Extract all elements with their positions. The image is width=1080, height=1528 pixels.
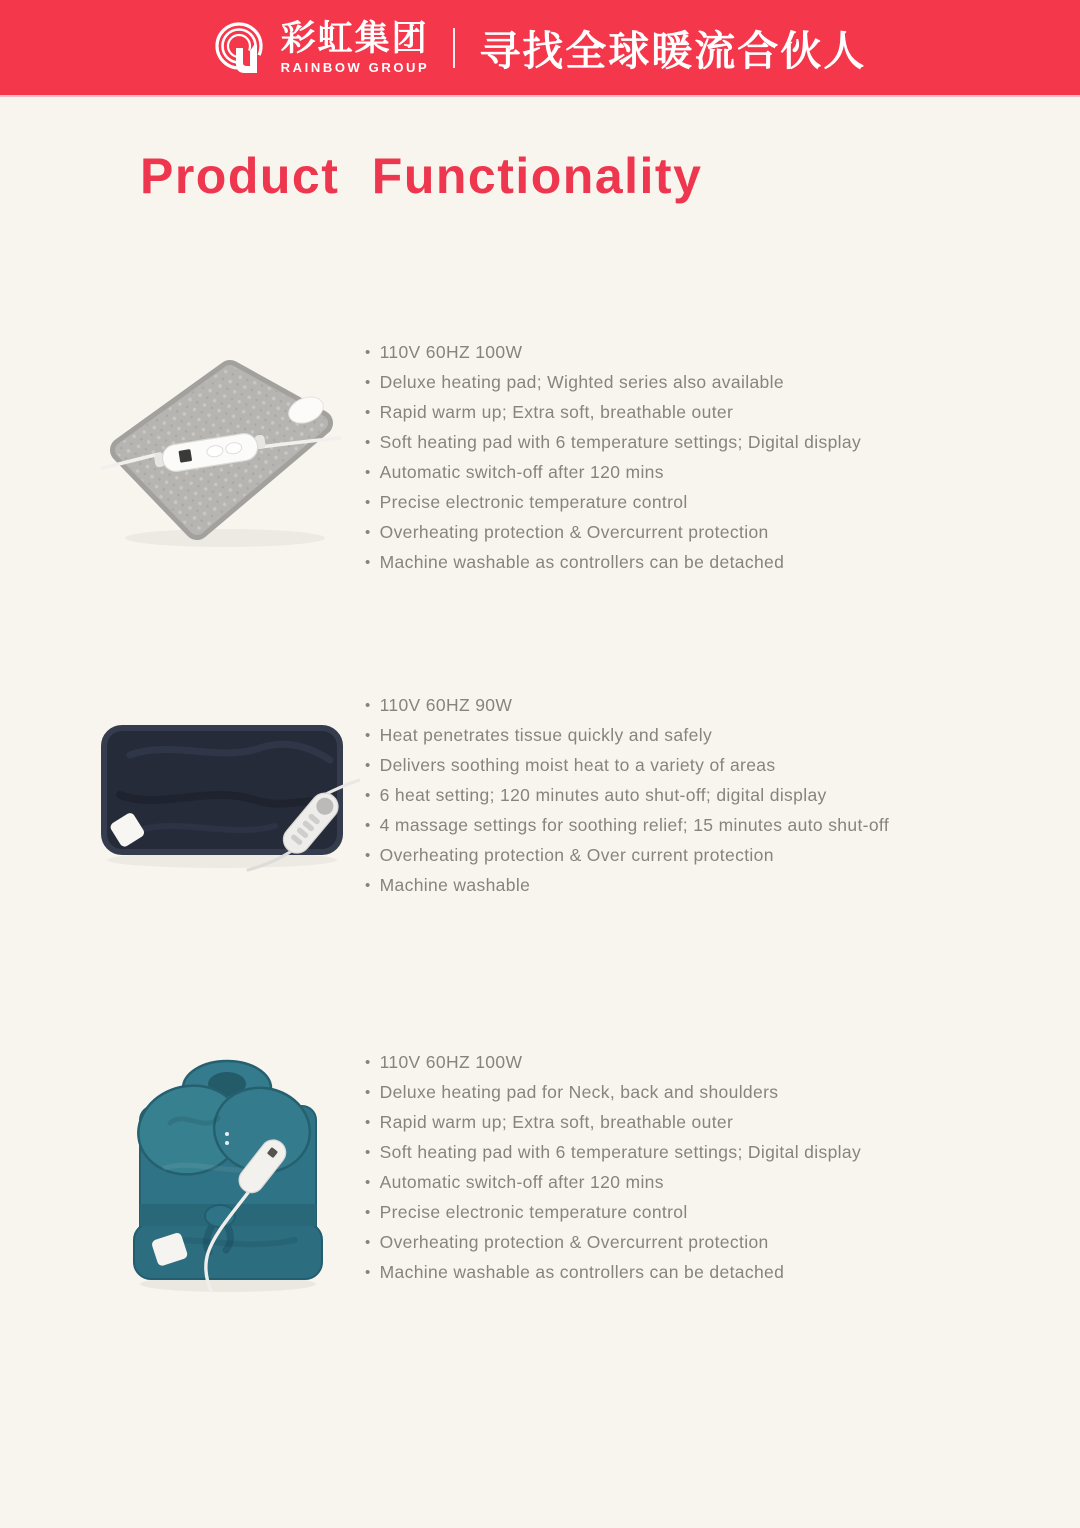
brand-name-chinese: 彩虹集团 (280, 18, 429, 58)
brand-lockup (214, 18, 430, 75)
product-3-photo-teal-shoulder-wrap (110, 1038, 350, 1293)
feature-item: • Machine washable (365, 871, 889, 901)
feature-item: • Precise electronic temperature control (365, 1198, 861, 1228)
brand-name-english: RAINBOW GROUP (280, 59, 430, 75)
product-2-photo-navy-heating-pad (90, 700, 360, 885)
feature-item: • Heat penetrates tissue quickly and safely (365, 721, 889, 751)
page-title: Product Functionality (140, 148, 703, 204)
header-slogan: 寻找全球暖流合伙人 (479, 28, 867, 74)
feature-item: • Soft heating pad with 6 temperature settings; Digital display (365, 1138, 861, 1168)
feature-item: • 110V 60HZ 100W (365, 1048, 861, 1078)
feature-item: • Automatic switch-off after 120 mins (365, 458, 861, 488)
product-3-feature-list (365, 1048, 861, 1288)
product-1-feature-list (365, 338, 861, 578)
gray-heating-pad-illustration (100, 340, 355, 565)
feature-item: • 110V 60HZ 90W (365, 691, 889, 721)
header-banner (0, 0, 1080, 97)
feature-item: • Rapid warm up; Extra soft, breathable outer (365, 398, 861, 428)
feature-item: • 4 massage settings for soothing relief; 15 minutes auto shut-off (365, 811, 889, 841)
feature-item: • Delivers soothing moist heat to a variety of areas (365, 751, 889, 781)
feature-item: • Machine washable as controllers can be detached (365, 1258, 861, 1288)
feature-item: • Automatic switch-off after 120 mins (365, 1168, 861, 1198)
rainbow-group-logo-icon (214, 21, 268, 75)
brand-text (280, 18, 430, 75)
product-2-feature-list (365, 691, 889, 901)
teal-shoulder-wrap-illustration (110, 1038, 350, 1293)
feature-item: • Rapid warm up; Extra soft, breathable outer (365, 1108, 861, 1138)
feature-item: • Overheating protection & Over current protection (365, 841, 889, 871)
product-1-photo-gray-heating-pad (100, 340, 355, 565)
feature-item: • Deluxe heating pad for Neck, back and shoulders (365, 1078, 861, 1108)
feature-item: • Soft heating pad with 6 temperature settings; Digital display (365, 428, 861, 458)
feature-item: • 6 heat setting; 120 minutes auto shut-off; digital display (365, 781, 889, 811)
feature-item: • Overheating protection & Overcurrent protection (365, 1228, 861, 1258)
header-divider (453, 28, 455, 68)
feature-item: • Precise electronic temperature control (365, 488, 861, 518)
navy-heating-pad-illustration (90, 700, 360, 885)
feature-item: • 110V 60HZ 100W (365, 338, 861, 368)
feature-item: • Deluxe heating pad; Wighted series also available (365, 368, 861, 398)
feature-item: • Overheating protection & Overcurrent protection (365, 518, 861, 548)
feature-item: • Machine washable as controllers can be detached (365, 548, 861, 578)
